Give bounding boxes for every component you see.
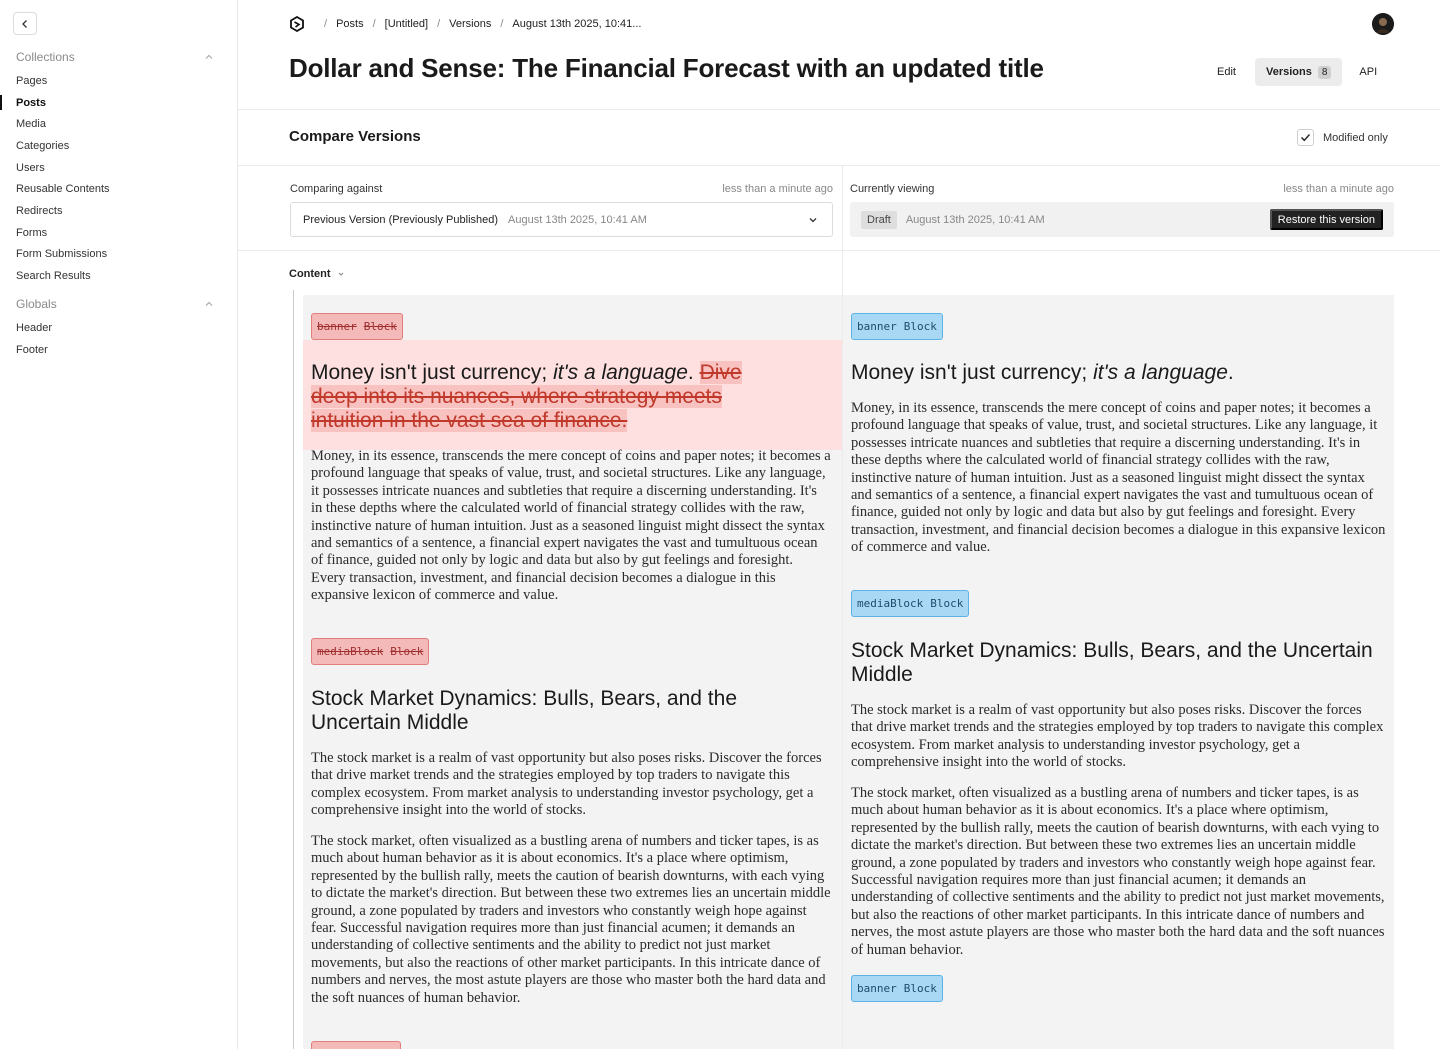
modified-only-checkbox[interactable] <box>1297 129 1314 146</box>
block-type: banner <box>857 320 897 333</box>
select-value: Previous Version (Previously Published) <box>303 213 499 226</box>
active-indicator <box>0 95 2 110</box>
sidebar-item-categories[interactable]: Categories <box>16 140 70 152</box>
breadcrumb-separator: / <box>372 18 376 30</box>
comparing-time: less than a minute ago <box>722 183 833 195</box>
heading-italic: it's a language <box>1093 361 1228 384</box>
tab-api[interactable] <box>1348 58 1388 86</box>
heading-part: Money isn't just currency; <box>311 361 554 384</box>
block-type: mediaBlock <box>317 645 384 658</box>
document-tabs <box>1206 58 1388 86</box>
block-suffix: Block <box>903 982 937 995</box>
tab-api-label: API <box>1359 66 1378 78</box>
block-suffix: Block <box>903 320 937 333</box>
heading-stock-market: Stock Market Dynamics: Bulls, Bears, and the Uncertain Middle <box>851 639 1373 686</box>
restore-version-button[interactable]: Restore this version <box>1270 209 1383 230</box>
comparing-against-label: Comparing against <box>290 183 383 195</box>
removed-block-tag <box>311 638 429 665</box>
block-suffix: Block <box>390 645 424 658</box>
current-date: August 13th 2025, 10:41 AM <box>905 213 1045 226</box>
sidebar-item-users[interactable]: Users <box>16 162 45 174</box>
comparing-version-select[interactable] <box>290 202 833 237</box>
added-block-tag <box>851 590 969 617</box>
modified-only-label: Modified only <box>1323 131 1388 144</box>
content-label: Content <box>289 268 331 280</box>
breadcrumb-separator: / <box>500 18 504 30</box>
current-time: less than a minute ago <box>1283 183 1394 195</box>
content-section-toggle[interactable] <box>289 268 346 280</box>
block-type: mediaBlock <box>857 597 924 610</box>
heading-stock-market: Stock Market Dynamics: Bulls, Bears, and the Uncertain Middle <box>311 687 737 734</box>
breadcrumb-current: August 13th 2025, 10:41... <box>512 18 642 30</box>
block-type: banner <box>857 982 897 995</box>
removed-text: deep into its nuances, where strategy meets <box>311 385 722 408</box>
paragraph: The stock market is a realm of vast opportunity but also poses risks. Discover the forces that drive market trends and the strategies employed by top traders to navigate this complex ecosystem. From market analysis to understanding investor psychology, get a comprehensive insight into the world of stocks. <box>851 702 1384 771</box>
avatar[interactable] <box>1372 13 1394 35</box>
sidebar-item-header[interactable]: Header <box>16 322 53 334</box>
sidebar <box>0 0 238 1049</box>
chevron-up-icon <box>202 50 216 64</box>
tab-edit-label: Edit <box>1217 66 1236 78</box>
content-rail <box>293 290 294 1049</box>
paragraph: Money, in its essence, transcends the mere concept of coins and paper notes; it becomes a profound language that speaks of value, trust, and societal structures. Like any language, it possesses intricate nuances and subtleties that require a discerning understanding. It's in these depths where the calculated world of financial strategy collides with the raw, instinctive nature of human intuition. Just as a seasoned linguist might dissect the syntax and semantics of a sentence, a financial expert navigates the vast and tumultuous ocean of finance, guided not only by logic and data but also by gut feelings and foresight. Every transaction, investment, and financial decision becomes a dialogue in this expansive lexicon of commerce and value. <box>851 400 1386 556</box>
breadcrumb <box>289 15 641 33</box>
globals-group-label: Globals <box>16 297 57 311</box>
block-type: banner <box>317 320 357 333</box>
heading-current <box>851 361 1381 385</box>
modified-only-toggle[interactable] <box>1297 129 1388 146</box>
heading-previous <box>311 361 831 433</box>
breadcrumb-separator: / <box>437 18 441 30</box>
previous-version-panel <box>303 295 842 1049</box>
added-block-tag <box>851 313 943 340</box>
sidebar-item-pages[interactable]: Pages <box>16 75 48 87</box>
breadcrumb-versions[interactable]: Versions <box>449 18 492 30</box>
breadcrumb-posts[interactable]: Posts <box>336 18 364 30</box>
collapse-sidebar-button[interactable] <box>13 12 37 35</box>
removed-text: Dive <box>699 361 742 384</box>
breadcrumb-separator: / <box>324 18 328 30</box>
paragraph: The stock market is a realm of vast opportunity but also poses risks. Discover the forces that drive market trends and the strategies employed by top traders to navigate this complex ecosystem. From market analysis to understanding investor psychology, get a comprehensive insight into the world of stocks. <box>311 750 822 819</box>
heading-part: . <box>687 361 700 384</box>
currently-viewing-label: Currently viewing <box>850 183 935 195</box>
added-block-tag <box>851 975 943 1002</box>
paragraph: The stock market, often visualized as a bustling arena of numbers and ticker tapes, is as much about human behavior as it is about economics. It's a place where optimism, represented by the bullish rally, meets the caution of bearish downturns, with each vying to dictate the market's direction. But between these two extremes lies an uncertain middle ground, a zone populated by traders and investors who constantly weigh hope against fear. Successful navigation requires more than just financial acumen; it demands an understanding of collective sentiments and the ability to predict not just market movements, but also the reactions of other market participants. In this intricate dance of numbers and nerves, the most astute players are those who master both the hard data and the soft nuances of human behavior. <box>311 833 831 1006</box>
payload-logo-icon[interactable] <box>289 16 305 32</box>
collections-group-label: Collections <box>16 50 75 64</box>
checkmark-icon <box>1300 132 1311 143</box>
sidebar-item-reusable-contents[interactable]: Reusable Contents <box>16 183 110 195</box>
removed-block-tag <box>311 313 403 340</box>
block-suffix: Block <box>363 320 397 333</box>
versions-count-badge: 8 <box>1318 66 1332 79</box>
removed-text: intuition in the vast sea of finance. <box>311 409 628 432</box>
tab-edit[interactable] <box>1206 58 1247 86</box>
heading-part: Money isn't just currency; <box>851 361 1094 384</box>
chevron-down-icon <box>806 213 820 227</box>
page-title: Dollar and Sense: The Financial Forecast with an updated title <box>289 53 1044 83</box>
current-version-panel <box>843 295 1394 1049</box>
collections-group-toggle[interactable] <box>16 48 216 66</box>
chevron-up-icon <box>202 297 216 311</box>
tab-versions[interactable] <box>1255 58 1342 86</box>
select-date: August 13th 2025, 10:41 AM <box>508 213 647 226</box>
chevron-left-icon <box>20 19 30 29</box>
sidebar-item-posts[interactable]: Posts <box>16 97 46 109</box>
paragraph: Money, in its essence, transcends the mere concept of coins and paper notes; it becomes a profound language that speaks of value, trust, and societal structures. Like any language, it possesses intricate nuances and subtleties that require a discerning understanding. It's in these depths where the calculated world of financial strategy collides with the raw, instinctive nature of human intuition. Just as a seasoned linguist might dissect the syntax and semantics of a sentence, a financial expert navigates the vast and tumultuous ocean of finance, guided not only by logic and data but also by gut feelings and foresight. Every transaction, investment, and financial decision becomes a dialogue in this expansive lexicon of commerce and value. <box>311 448 831 604</box>
sidebar-item-redirects[interactable]: Redirects <box>16 205 63 217</box>
heading-italic: it's a language <box>553 361 688 384</box>
sidebar-item-forms[interactable]: Forms <box>16 227 48 239</box>
divider <box>238 250 1440 251</box>
status-badge: Draft <box>861 211 897 229</box>
tab-versions-label: Versions <box>1265 66 1312 78</box>
compare-versions-title: Compare Versions <box>289 128 421 145</box>
heading-part: . <box>1227 361 1234 384</box>
divider <box>238 165 1440 166</box>
sidebar-item-media[interactable]: Media <box>16 118 46 130</box>
current-version-box <box>850 202 1394 237</box>
globals-group-toggle[interactable] <box>16 295 216 313</box>
block-suffix: Block <box>930 597 964 610</box>
breadcrumb-untitled[interactable]: [Untitled] <box>384 18 429 30</box>
sidebar-item-footer[interactable]: Footer <box>16 344 48 356</box>
chevron-down-icon <box>336 269 346 279</box>
divider <box>238 109 1440 110</box>
paragraph: The stock market, often visualized as a bustling arena of numbers and ticker tapes, is as much about human behavior as it is about economics. It's a place where optimism, represented by the bullish rally, meets the caution of bearish downturns, with each vying to dictate the market's direction. But between these two extremes lies an uncertain middle ground, a zone populated by traders and investors who constantly weigh hope against fear. Successful navigation requires more than just financial acumen; it demands an understanding of collective sentiments and the ability to predict not just market movements, but also the reactions of other market participants. In this intricate dance of numbers and nerves, the most astute players are those who master both the hard data and the soft nuances of human behavior. <box>851 785 1385 958</box>
sidebar-item-search-results[interactable]: Search Results <box>16 270 91 282</box>
sidebar-item-form-submissions[interactable]: Form Submissions <box>16 248 108 260</box>
removed-block-tag <box>311 1041 401 1049</box>
